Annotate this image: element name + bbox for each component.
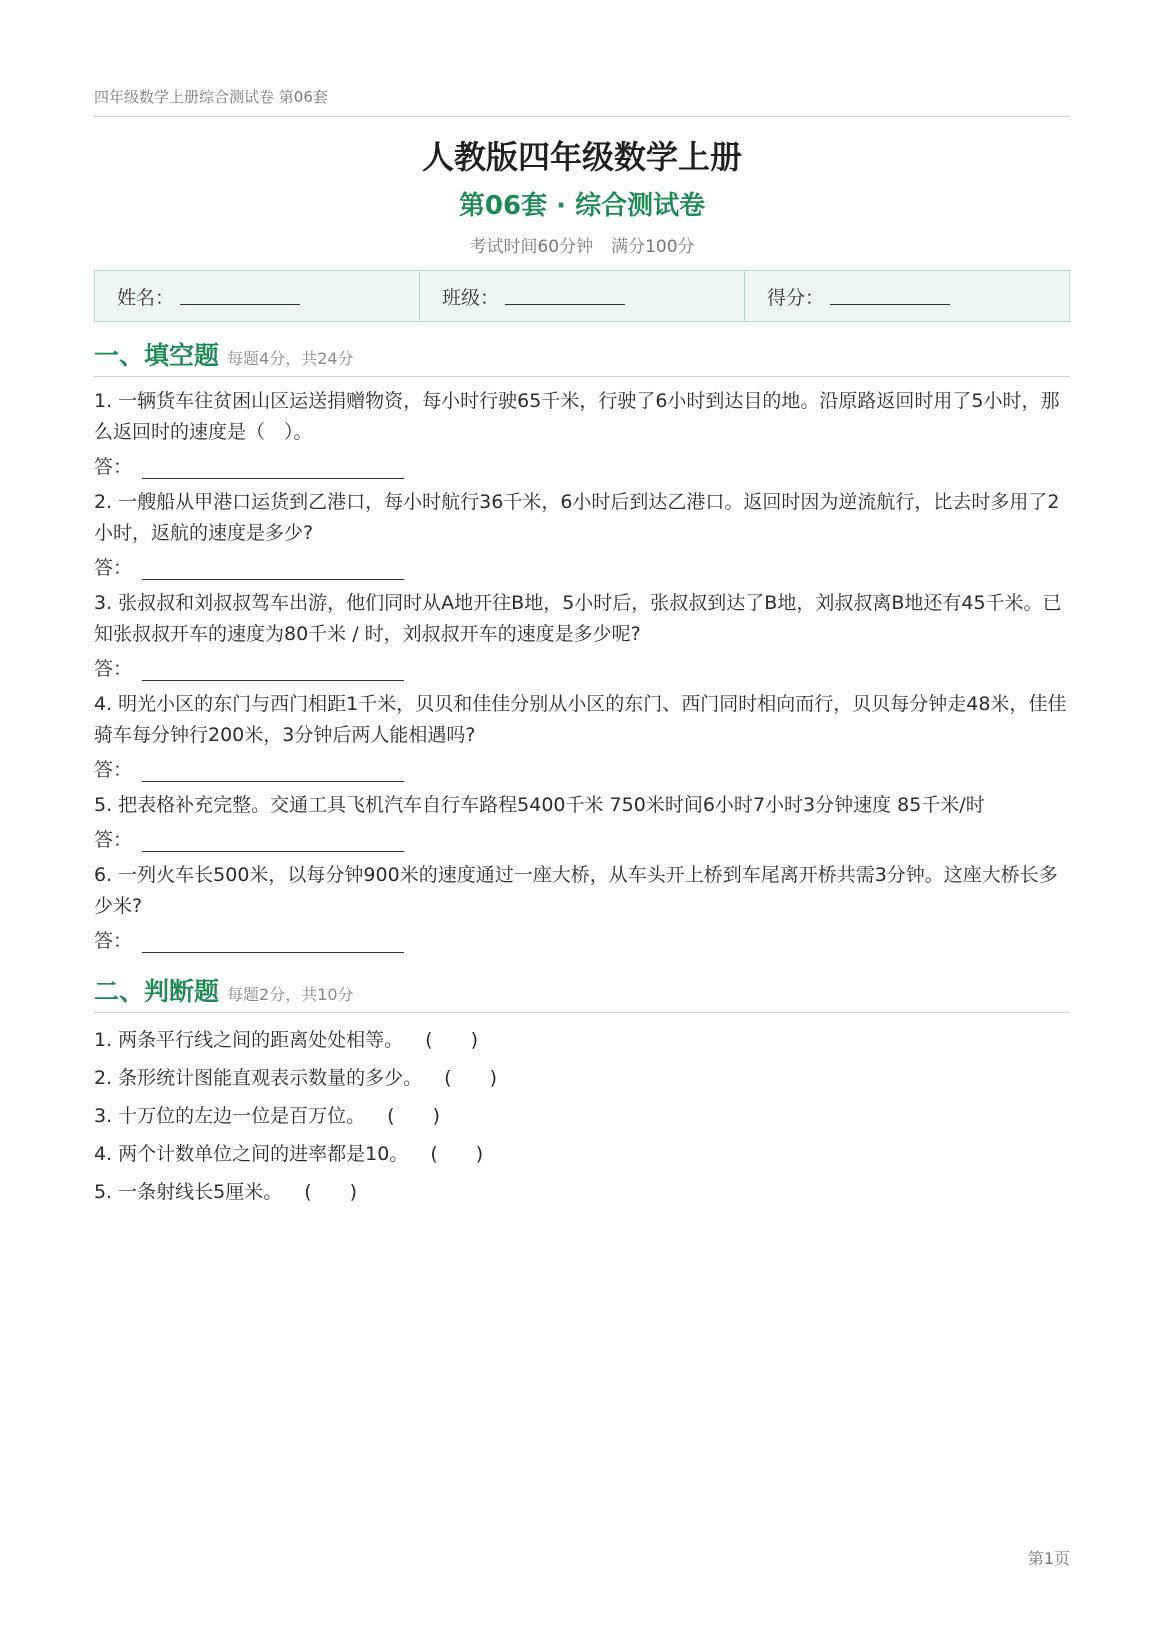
name-cell — [95, 271, 419, 321]
answer-row-3 — [94, 654, 404, 681]
fill-question-6: 6. 一列火车长500米，以每分钟900米的速度通过一座大桥，从车头开上桥到车尾离开桥共需3分钟。这座大桥长多少米? — [94, 864, 1058, 917]
fill-question-1: 1. 一辆货车往贫困山区运送捐赠物资，每小时行驶65千米，行驶了6小时到达目的地。沿原路返回时用了5小时，那么返回时的速度是（ ）。 — [94, 390, 1060, 443]
score-blank[interactable] — [830, 288, 950, 305]
judge-answer-paren[interactable]: ( ) — [304, 1181, 358, 1203]
exam-meta — [94, 232, 1070, 257]
judge-question-text: 5. 一条射线长5厘米。 — [94, 1181, 283, 1203]
class-cell — [419, 271, 744, 321]
answer-label: 答： — [94, 557, 133, 579]
name-label: 姓名： — [117, 286, 175, 309]
running-header: 四年级数学上册综合测试卷 第06套 — [94, 88, 328, 106]
judge-answer-paren[interactable]: ( ) — [387, 1105, 440, 1127]
answer-label: 答： — [94, 456, 133, 478]
judge-question-2 — [94, 1063, 497, 1090]
judge-answer-paren[interactable]: ( ) — [430, 1143, 484, 1165]
section-2-divider — [94, 1012, 1070, 1013]
section-1-divider — [94, 376, 1070, 377]
section-2-note: 每题2分，共10分 — [227, 985, 354, 1004]
answer-row-1 — [94, 452, 404, 479]
student-info-box — [94, 270, 1070, 322]
score-cell — [744, 271, 1069, 321]
judge-question-4 — [94, 1139, 483, 1166]
header-divider — [94, 116, 1070, 117]
judge-question-text: 4. 两个计数单位之间的进率都是10。 — [94, 1143, 409, 1165]
judge-question-1 — [94, 1025, 478, 1052]
answer-label: 答： — [94, 829, 133, 851]
judge-answer-paren[interactable]: ( ) — [444, 1067, 497, 1089]
section-1-title: 一、填空题 — [94, 341, 220, 370]
answer-row-4 — [94, 755, 404, 782]
section-2-header — [94, 972, 1070, 1008]
exam-time: 考试时间60分钟 — [469, 237, 594, 257]
exam-full-score: 满分100分 — [611, 237, 695, 257]
answer-label: 答： — [94, 658, 133, 680]
section-2-title: 二、判断题 — [94, 977, 220, 1006]
fill-question-2: 2. 一艘船从甲港口运货到乙港口，每小时航行36千米，6小时后到达乙港口。返回时因为逆流航行，比去时多用了2小时，返航的速度是多少? — [94, 491, 1060, 544]
judge-answer-paren[interactable]: ( ) — [425, 1029, 478, 1051]
page-number: 第1页 — [1027, 1549, 1070, 1568]
judge-question-3 — [94, 1101, 440, 1128]
answer-row-6 — [94, 926, 404, 953]
answer-label: 答： — [94, 759, 133, 781]
page-subtitle: 第06套 · 综合测试卷 — [458, 191, 706, 221]
judge-question-text: 1. 两条平行线之间的距离处处相等。 — [94, 1029, 404, 1051]
judge-question-text: 2. 条形统计图能直观表示数量的多少。 — [94, 1067, 423, 1089]
section-1-header — [94, 336, 1070, 372]
section-1-note: 每题4分，共24分 — [227, 349, 354, 368]
page-title: 人教版四年级数学上册 — [421, 138, 742, 176]
answer-blank-5[interactable] — [142, 833, 404, 852]
fill-question-5: 5. 把表格补充完整。交通工具飞机汽车自行车路程5400千米 750米时间6小时7小时3分钟速度 85千米/时 — [94, 794, 985, 816]
exam-page — [94, 0, 1070, 1638]
judge-question-5 — [94, 1177, 357, 1204]
class-blank[interactable] — [505, 288, 625, 305]
answer-blank-1[interactable] — [142, 460, 404, 479]
answer-label: 答： — [94, 930, 133, 952]
judge-question-text: 3. 十万位的左边一位是百万位。 — [94, 1105, 366, 1127]
score-label: 得分： — [767, 286, 825, 309]
answer-row-5 — [94, 825, 404, 852]
answer-blank-2[interactable] — [142, 561, 404, 580]
fill-question-4: 4. 明光小区的东门与西门相距1千米，贝贝和佳佳分别从小区的东门、西门同时相向而行，贝贝每分钟走48米，佳佳骑车每分钟行200米，3分钟后两人能相遇吗? — [94, 693, 1067, 746]
answer-blank-4[interactable] — [142, 763, 404, 782]
answer-row-2 — [94, 553, 404, 580]
answer-blank-6[interactable] — [142, 934, 404, 953]
answer-blank-3[interactable] — [142, 662, 404, 681]
fill-question-3: 3. 张叔叔和刘叔叔驾车出游，他们同时从A地开往B地，5小时后，张叔叔到达了B地，刘叔叔离B地还有45千米。已知张叔叔开车的速度为80千米 / 时，刘叔叔开车的速度是多少呢? — [94, 592, 1062, 645]
class-label: 班级： — [442, 286, 500, 309]
name-blank[interactable] — [180, 288, 300, 305]
